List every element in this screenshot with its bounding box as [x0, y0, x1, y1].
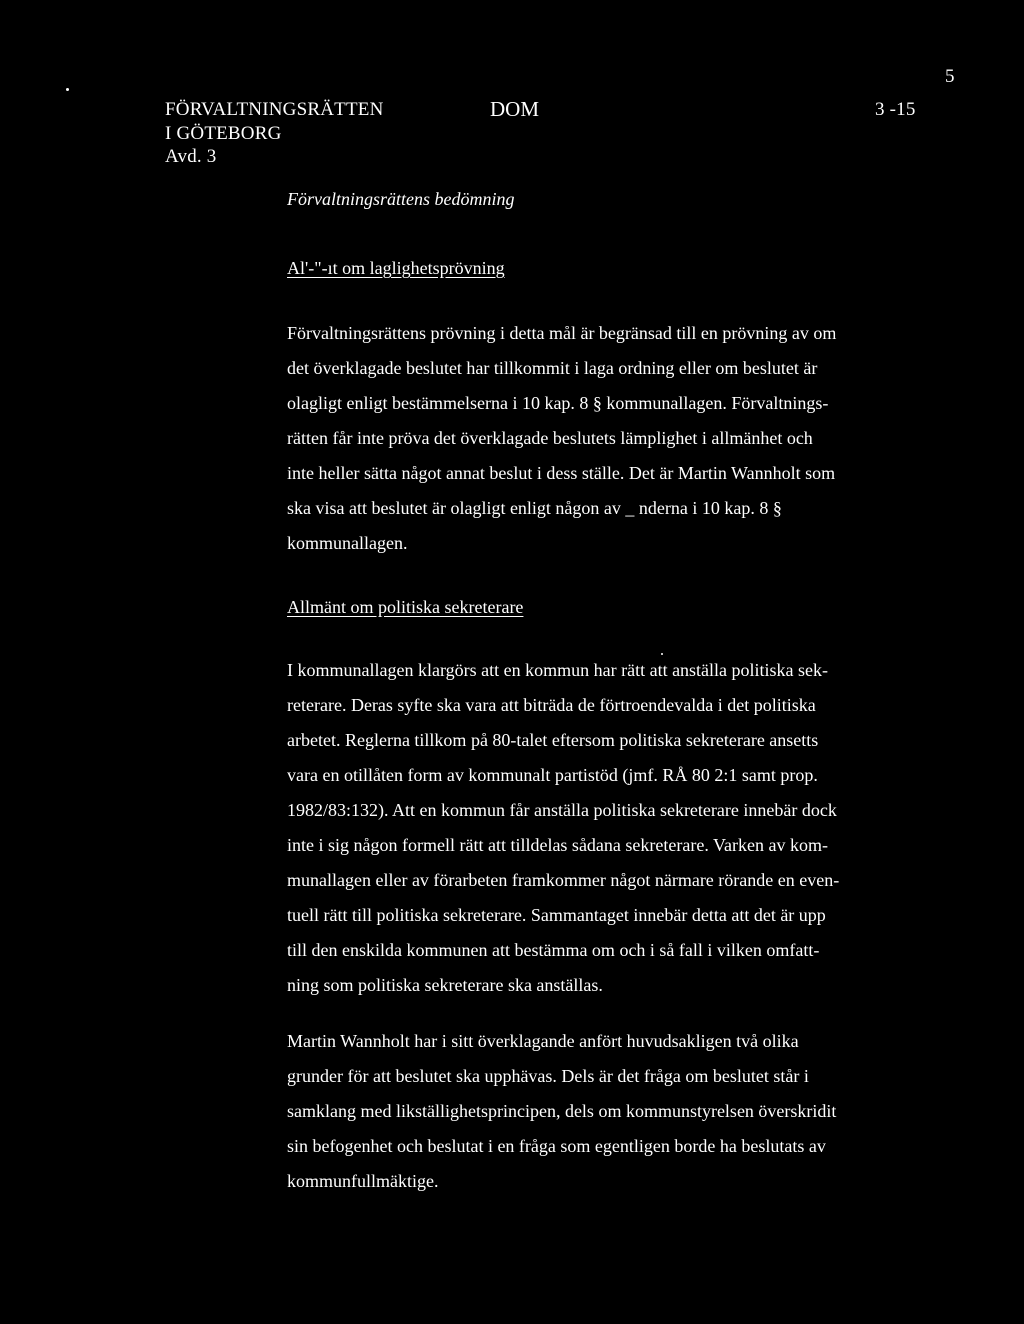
text-line: 1982/83:132). Att en kommun får anställa politiska sekreterare innebär dock: [287, 800, 837, 820]
text-line: sin befogenhet och beslutat i en fråga som egentligen borde ha beslutats av: [287, 1136, 826, 1156]
text-line: reterare. Deras syfte ska vara att biträda de förtroendevalda i det politiska: [287, 695, 816, 715]
scan-speck: [661, 653, 663, 655]
text-line: ning som politiska sekreterare ska anställas.: [287, 975, 603, 995]
text-line: det överklagade beslutet har tillkommit i laga ordning eller om beslutet är: [287, 358, 818, 378]
document-type: DOM: [490, 97, 540, 121]
text-line: Förvaltningsrättens prövning i detta mål är begränsad till en prövning av om: [287, 323, 837, 343]
text-line: tuell rätt till politiska sekreterare. Sammantaget innebär detta att det är upp: [287, 905, 826, 925]
subsection-heading-legality: Al'-"-ıt om laglighetsprövning: [287, 258, 505, 278]
subsection-heading-political-secretaries: Allmänt om politiska sekreterare: [287, 597, 524, 617]
court-name-line1: FÖRVALTNINGSRÄTTEN: [165, 99, 384, 120]
text-line: Martin Wannholt har i sitt överklagande anfört huvudsakligen två olika: [287, 1031, 799, 1051]
text-line: olagligt enligt bestämmelserna i 10 kap. 8 § kommunallagen. Förvaltnings-: [287, 393, 829, 413]
text-line: inte i sig någon formell rätt att tilldelas sådana sekreterare. Varken av kom-: [287, 835, 828, 855]
text-line: inte heller sätta något annat beslut i dess ställe. Det är Martin Wannholt som: [287, 463, 836, 483]
text-line: rätten får inte pröva det överklagade beslutets lämplighet i allmänhet och: [287, 428, 813, 448]
page-number: 5: [945, 66, 955, 87]
court-name-line2: I GÖTEBORG: [165, 123, 282, 144]
text-line: arbetet. Reglerna tillkom på 80-talet eftersom politiska sekreterare ansetts: [287, 730, 819, 750]
text-line: I kommunallagen klargörs att en kommun har rätt att anställa politiska sek-: [287, 660, 829, 680]
department-label: Avd. 3: [165, 146, 217, 167]
text-line: grunder för att beslutet ska upphävas. Dels är det fråga om beslutet står i: [287, 1066, 809, 1086]
section-title: Förvaltningsrättens bedömning: [287, 189, 515, 209]
scan-speck: [66, 88, 69, 91]
text-line: till den enskilda kommunen att bestämma om och i så fall i vilken omfatt-: [287, 940, 820, 960]
paragraph-political-secretaries: [287, 659, 887, 1009]
text-line: kommunfullmäktige.: [287, 1171, 439, 1191]
paragraph-appeal-grounds: [287, 1030, 887, 1205]
text-line: munallagen eller av förarbeten framkommer något närmare rörande en even-: [287, 870, 840, 890]
paragraph-legality: [287, 322, 887, 567]
text-line: ska visa att beslutet är olagligt enligt någon av _ nderna i 10 kap. 8 §: [287, 498, 782, 518]
text-line: kommunallagen.: [287, 533, 408, 553]
text-line: vara en otillåten form av kommunalt partistöd (jmf. RÅ 80 2:1 samt prop.: [287, 765, 818, 785]
text-line: samklang med likställighetsprincipen, dels om kommunstyrelsen överskridit: [287, 1101, 837, 1121]
case-reference: 3 -15: [875, 99, 916, 120]
